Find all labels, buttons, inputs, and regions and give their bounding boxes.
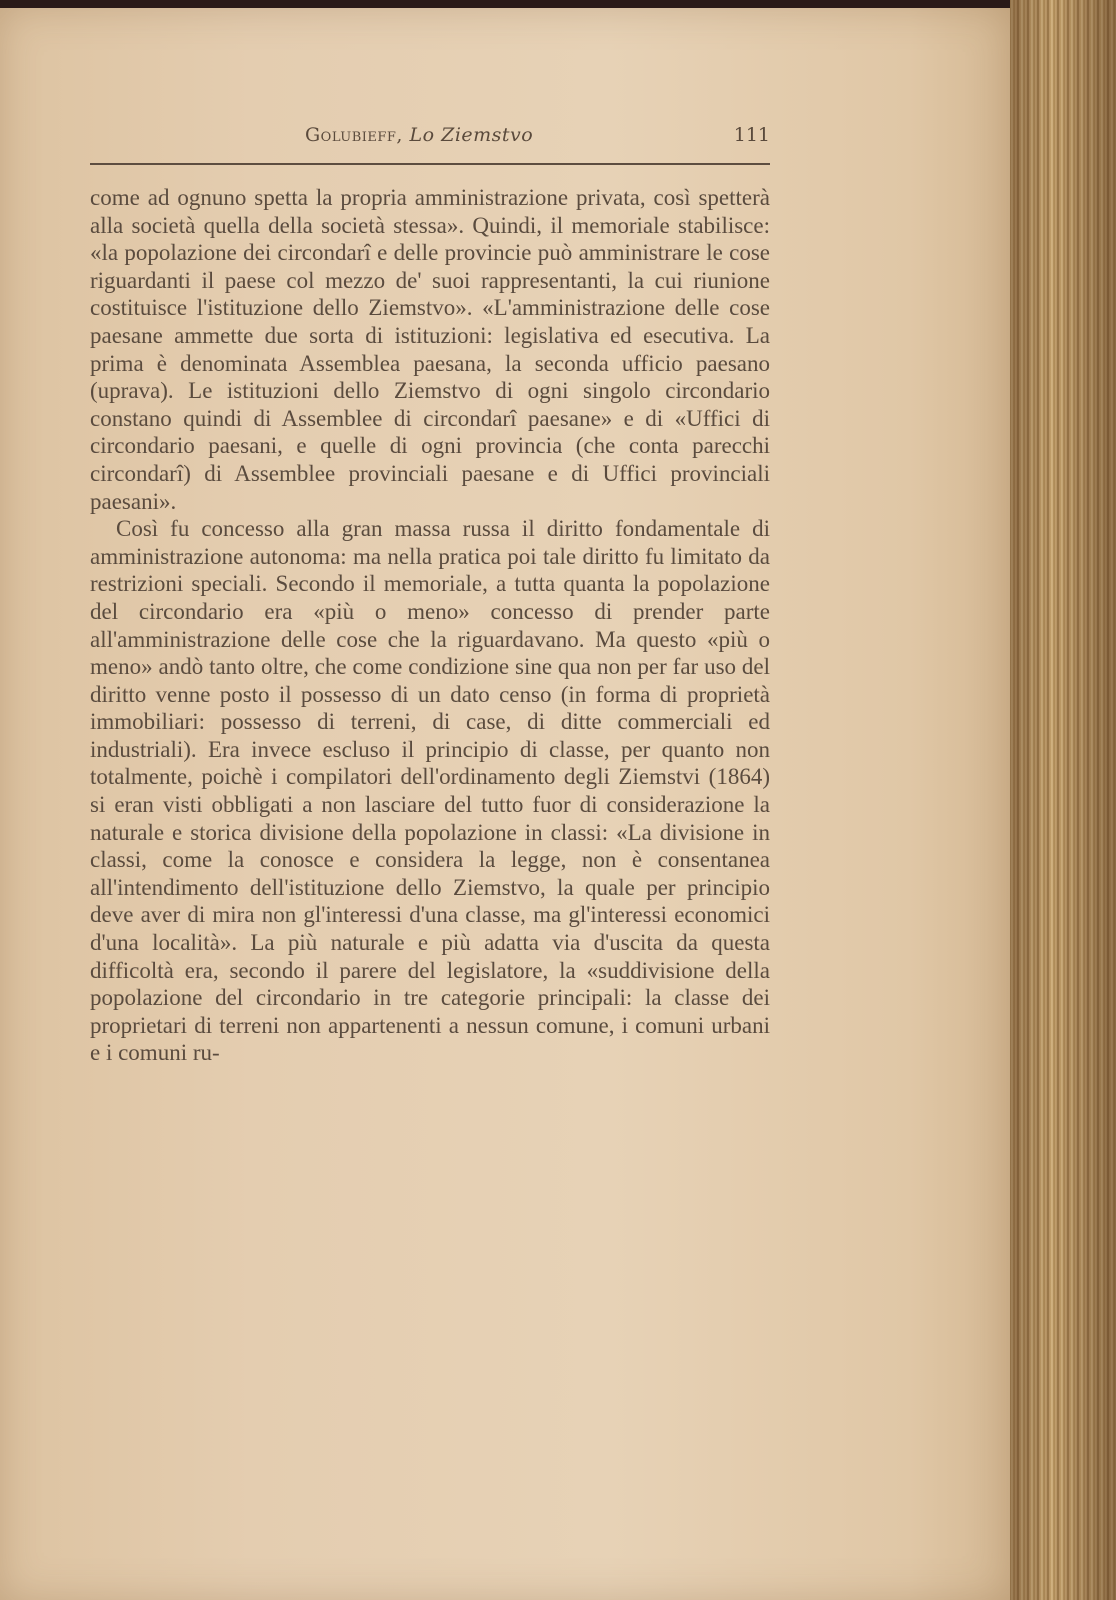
paragraph-2: Così fu concesso alla gran massa russa il diritto fondamentale di amministrazione autonoma: ma nella pratica poi tale diritto fu limitato da restrizioni speciali. Secondo il memoriale, a tutta quanta la popolazione del circondario era «più o meno» concesso di prender parte all'amministrazione delle cose che la riguardavano. Ma questo «più o meno» andò tanto oltre, che come condizione sine qua non per far uso del diritto venne posto il possesso di un dato censo (in forma di proprietà immobiliari: possesso di terreni, di case, di ditte commerciali ed industriali). Era invece escluso il principio di classe, per quanto non totalmente, poichè i compilatori dell'ordinamento degli Ziemstvi (1864) si eran visti obbligati a non lasciare del tutto fuor di considerazione la naturale e storica divisione della popolazione in classi: «La divisione in classi, come la conosce e considera la legge, non è consentanea all'intendimento dell'istituzione dello Ziemstvo, la quale per principio deve aver di mira non gl'interessi d'una classe, ma gl'interessi economici d'una località». La più naturale e più adatta via d'uscita da questa difficoltà era, secondo il parere del legislatore, la «suddivisione della popolazione del circondario in tre categorie principali: la classe dei proprietari di terreni non appartenenti a nessun comune, i comuni urbani e i comuni ru-: [90, 516, 770, 1066]
header-author: Golubieff,: [305, 124, 403, 146]
page-number: 111: [733, 124, 770, 146]
running-title: [305, 124, 533, 146]
body-text: [90, 184, 770, 1067]
running-header: [90, 124, 770, 158]
paragraph-1: come ad ognuno spetta la propria amministrazione privata, così spetterà alla società quella della società stessa». Quindi, il memoriale stabilisce: «la popolazione dei circondarî e delle provincie può amministrare le cose riguardanti il paese col mezzo de' suoi rappresentanti, la cui riunione costituisce l'istituzione dello Ziemstvo». «L'amministrazione delle cose paesane ammette due sorta di istituzioni: legislativa ed esecutiva. La prima è denominata Assemblea paesana, la seconda ufficio paesano (uprava). Le istituzioni dello Ziemstvo di ogni singolo circondario constano quindi di Assemblee di circondarî paesane» e di «Uffici di circondario paesani, e quelle di ogni provincia (che conta parecchi circondarî) di Assemblee provinciali paesane e di Uffici provinciali paesani».: [90, 185, 770, 514]
header-work-title: Lo Ziemstvo: [409, 124, 534, 146]
page-edges: [1010, 0, 1116, 1600]
header-rule: [90, 163, 770, 165]
